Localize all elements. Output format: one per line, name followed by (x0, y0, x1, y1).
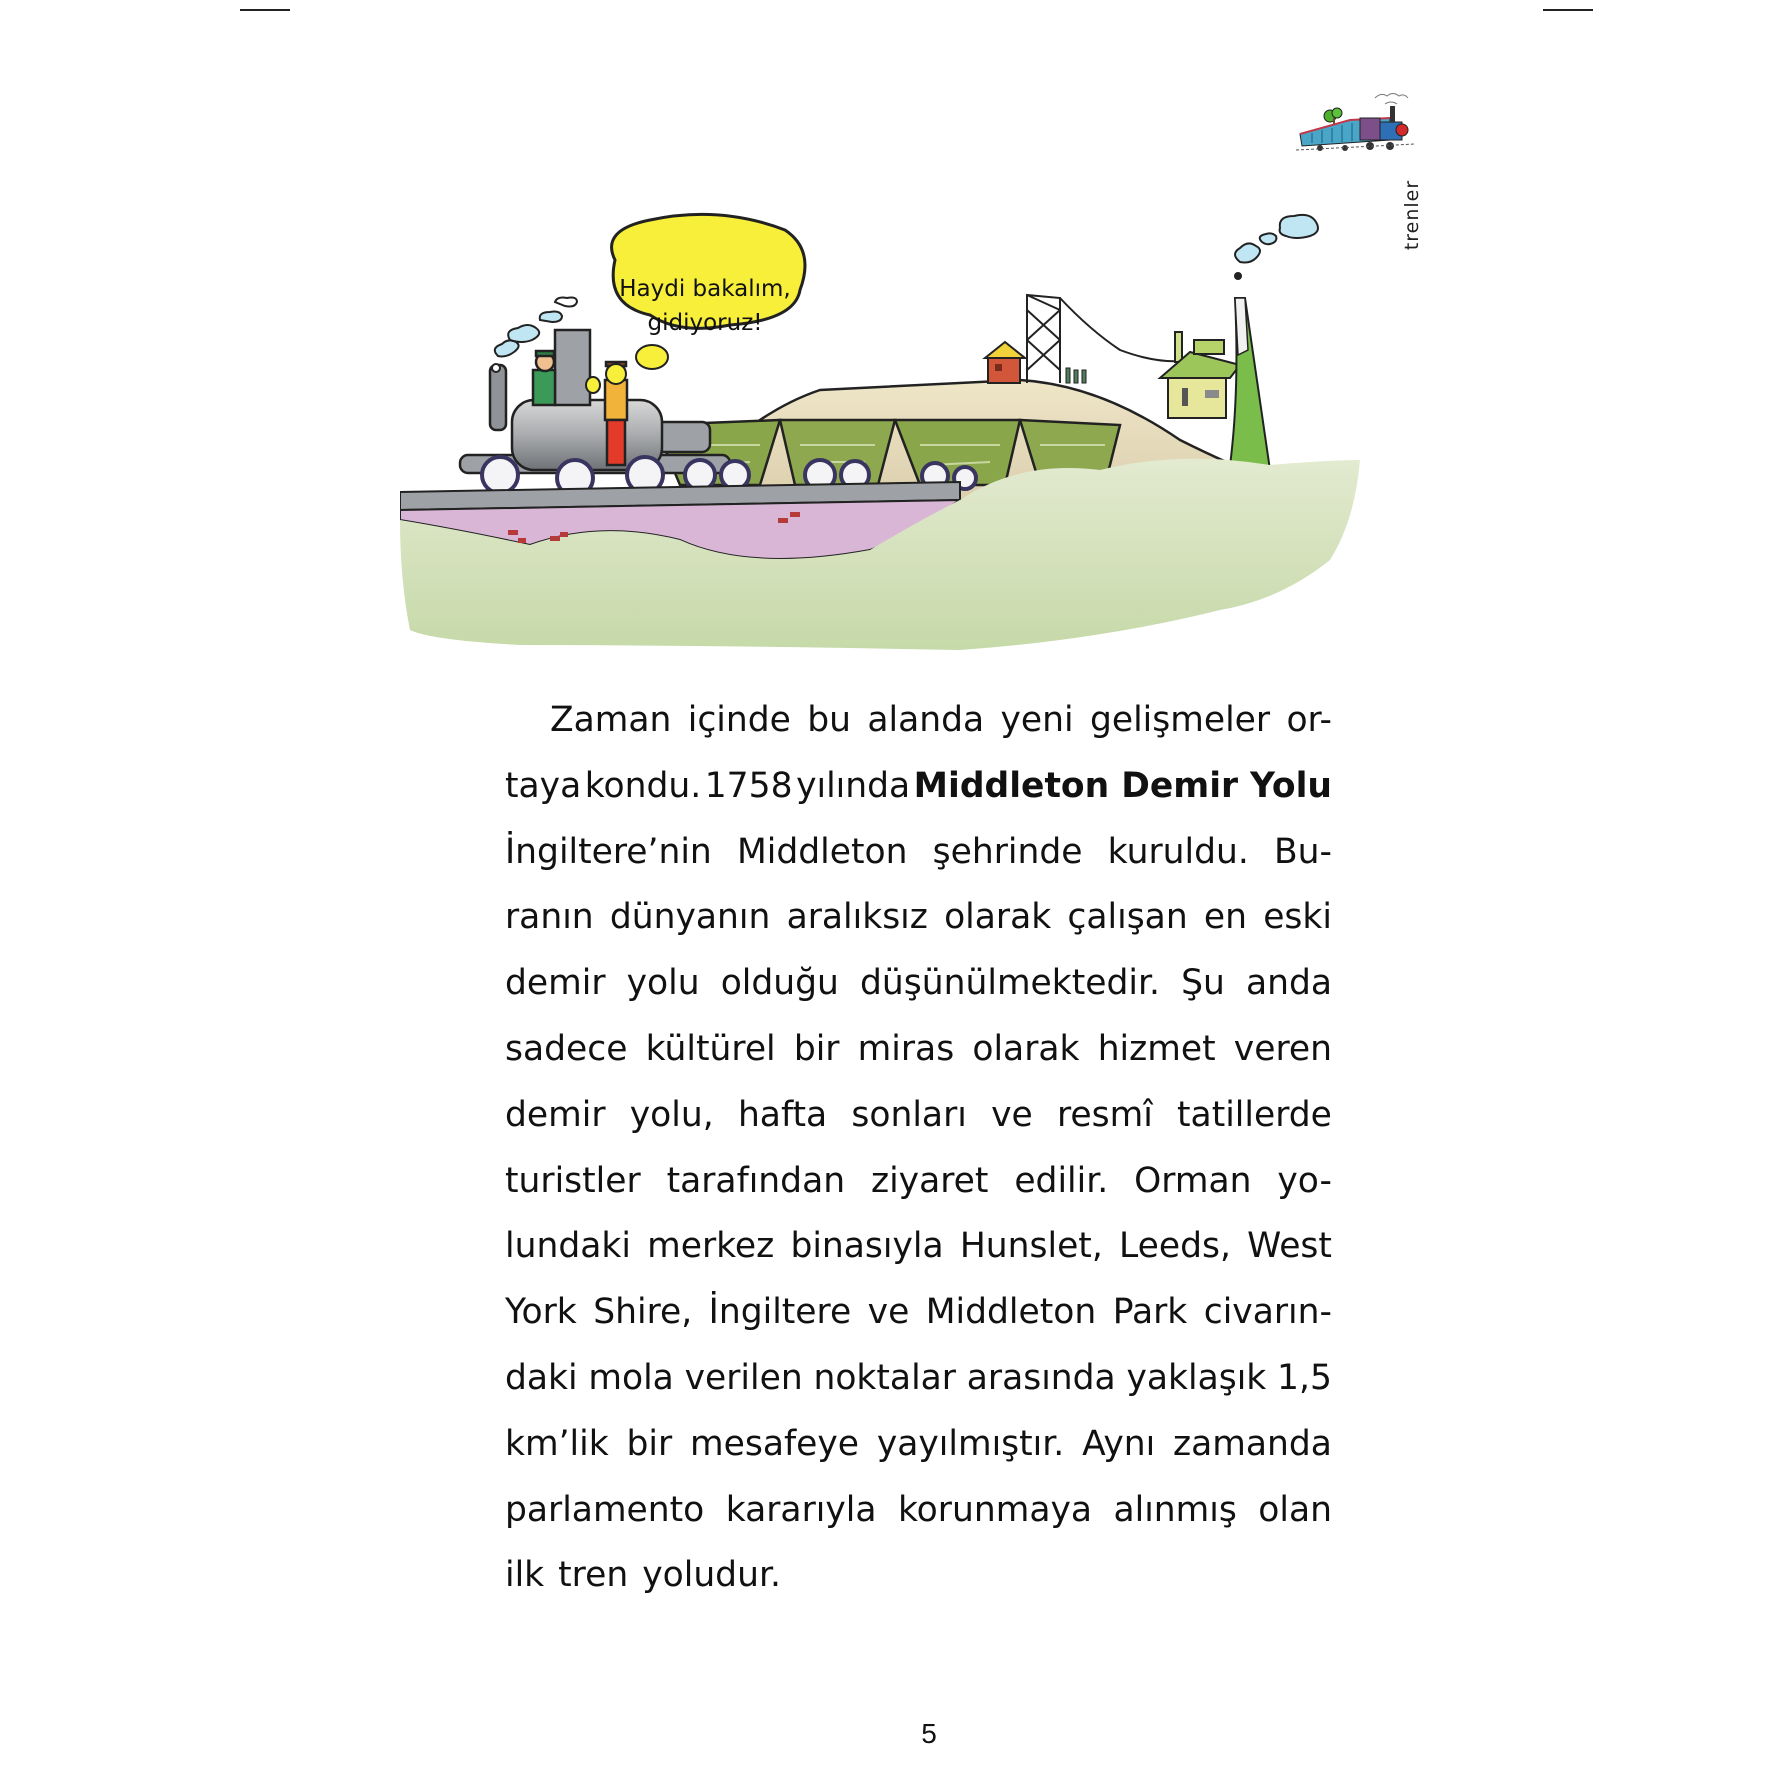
word: alanda (867, 700, 985, 740)
word: km’lik (505, 1423, 609, 1464)
ground (400, 459, 1360, 650)
word: bir (626, 1423, 673, 1464)
text-line (505, 1412, 1332, 1478)
word: olduğu (720, 963, 839, 1004)
word: resmî (1056, 1094, 1153, 1135)
text-line (505, 688, 1332, 754)
word: hafta (737, 1094, 828, 1135)
word: or- (1286, 700, 1332, 740)
word: Aynı (1082, 1423, 1156, 1464)
word: korunmaya (897, 1489, 1093, 1530)
text-line (505, 1543, 1332, 1609)
word: ve (991, 1094, 1033, 1135)
word: anda (1245, 963, 1332, 1004)
word: Shire, (593, 1292, 693, 1333)
word: Bu- (1274, 831, 1332, 872)
word: olan (1258, 1489, 1332, 1530)
text-line (505, 1149, 1332, 1215)
word: Hunslet, (959, 1226, 1103, 1267)
word: sadece (505, 1028, 628, 1069)
word: yolu, (629, 1094, 714, 1135)
word: ziyaret (870, 1160, 989, 1201)
word: içinde (687, 700, 791, 740)
word: ve (867, 1292, 910, 1333)
word: 1,5 (1277, 1357, 1332, 1398)
word: binasıyla (790, 1226, 944, 1267)
word: civarın- (1203, 1292, 1332, 1333)
word: York (505, 1292, 577, 1333)
running-head-text: trenler (1401, 179, 1424, 251)
train-emblem-icon (1290, 88, 1430, 168)
word: veren (1233, 1028, 1332, 1069)
word: Middleton (737, 831, 908, 872)
text-line (505, 1280, 1332, 1346)
word: alınmış (1113, 1489, 1237, 1530)
word: Şu (1181, 963, 1225, 1004)
word: parlamento (505, 1489, 705, 1530)
word: daki (505, 1357, 578, 1398)
word: gelişmeler (1089, 700, 1271, 740)
factory-smoke (1235, 215, 1318, 279)
word: yılında (796, 765, 911, 806)
word: bir (793, 1028, 840, 1069)
running-head (1397, 175, 1427, 255)
page-number: 5 (921, 1718, 937, 1749)
word: ranın (505, 897, 594, 938)
text-line (505, 1017, 1332, 1083)
lattice-tower (1027, 295, 1190, 383)
word: demir (505, 963, 606, 1004)
word: yayılmıştır. (876, 1423, 1065, 1464)
body-paragraph (505, 688, 1332, 1609)
word: aralıksız (786, 897, 928, 938)
word: lundaki (505, 1226, 631, 1267)
crop-mark-left (240, 9, 290, 11)
text-line (505, 1346, 1332, 1412)
word: Zaman (550, 700, 672, 740)
text-line (505, 1478, 1332, 1544)
word: hizmet (1097, 1028, 1216, 1069)
word: yo- (1277, 1160, 1332, 1201)
word: yoludur. (642, 1555, 781, 1596)
word: arasında (966, 1357, 1116, 1398)
text-line (505, 754, 1332, 820)
bold-term: Middleton Demir Yolu (913, 765, 1332, 806)
word: kararıyla (725, 1489, 877, 1530)
text-line (505, 820, 1332, 886)
speech-line-2: gidiyoruz! (647, 310, 763, 336)
word: mesafeye (690, 1423, 859, 1464)
word: zamanda (1173, 1423, 1332, 1464)
word: 1758 (704, 765, 793, 806)
word: Middleton (925, 1292, 1097, 1333)
word: şehrinde (932, 831, 1083, 872)
chimneys (1066, 368, 1086, 383)
word: edilir. (1014, 1160, 1109, 1201)
crop-mark-right (1543, 9, 1593, 11)
word: İngiltere (708, 1292, 852, 1333)
word: Leeds, (1119, 1226, 1231, 1267)
speech-line-1: Haydi bakalım, (619, 276, 791, 302)
word: tarafından (666, 1160, 846, 1201)
word: ilk (505, 1555, 545, 1596)
word: en (1203, 897, 1247, 938)
word: sonları (851, 1094, 967, 1135)
word: taya (505, 765, 582, 806)
red-house (985, 342, 1025, 383)
word: miras (857, 1028, 955, 1069)
word: turistler (505, 1160, 641, 1201)
word: İngiltere’nin (505, 831, 712, 872)
word: yeni (1000, 700, 1074, 740)
word: kondu. (584, 765, 702, 806)
word: tatillerde (1177, 1094, 1332, 1135)
word: verilen (684, 1357, 803, 1398)
text-line (505, 1214, 1332, 1280)
word: West (1247, 1226, 1332, 1267)
word: düşünülmektedir. (860, 963, 1160, 1004)
word: bu (807, 700, 852, 740)
text-line (505, 885, 1332, 951)
word: kuruldu. (1107, 831, 1249, 872)
word: çalışan (1067, 897, 1188, 938)
word: Park (1112, 1292, 1188, 1333)
text-line (505, 951, 1332, 1017)
word: kültürel (645, 1028, 776, 1069)
word: noktalar (813, 1357, 956, 1398)
speech-bubble-text (600, 272, 810, 340)
word: olarak (944, 897, 1052, 938)
word: yaklaşık (1126, 1357, 1267, 1398)
green-building (1160, 332, 1240, 418)
text-line (505, 1083, 1332, 1149)
word: olarak (972, 1028, 1080, 1069)
word: yolu (626, 963, 700, 1004)
word: eski (1263, 897, 1332, 938)
word: mola (588, 1357, 674, 1398)
word: Orman (1134, 1160, 1252, 1201)
word: merkez (647, 1226, 775, 1267)
word: dünyanın (609, 897, 771, 938)
factory-smokestack (1228, 298, 1270, 480)
word: demir (505, 1094, 606, 1135)
word: tren (558, 1555, 629, 1596)
train-illustration (400, 200, 1360, 690)
